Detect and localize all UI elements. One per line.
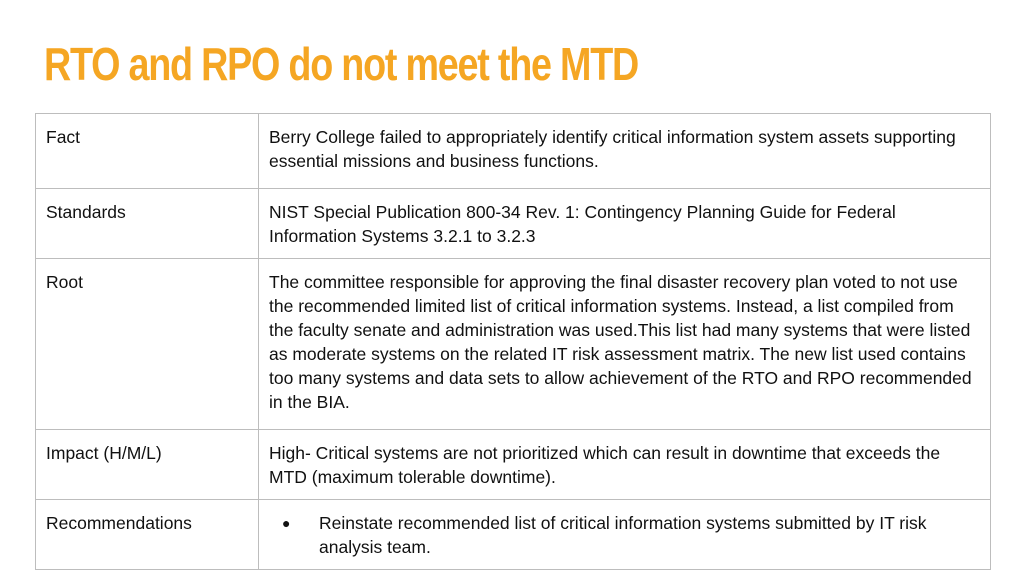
table-row — [36, 430, 991, 500]
row-content-fact: Berry College failed to appropriately identify critical information system assets supporting essential missions and business functions. — [259, 114, 991, 189]
table-row — [36, 189, 991, 259]
row-content-recommendations — [259, 500, 991, 570]
row-label-recommendations: Recommendations — [36, 500, 259, 570]
table-row — [36, 259, 991, 430]
table-row — [36, 500, 991, 570]
row-content-root: The committee responsible for approving the final disaster recovery plan voted to not use the recommended limited list of critical information systems. Instead, a list compiled from the faculty senate and administration was used.This list had many systems that were listed as moderate systems on the related IT risk assessment matrix. The new list used contains too many systems and data sets to allow achievement of the RTO and RPO recommended in the BIA. — [259, 259, 991, 430]
row-label-root: Root — [36, 259, 259, 430]
row-label-standards: Standards — [36, 189, 259, 259]
bullet-icon: ● — [282, 515, 291, 531]
slide-title: RTO and RPO do not meet the MTD — [44, 38, 639, 90]
recommendation-text: Reinstate recommended list of critical information systems submitted by IT risk analysis team. — [319, 513, 927, 557]
table-row — [36, 114, 991, 189]
list-item — [279, 511, 980, 559]
row-content-standards: NIST Special Publication 800-34 Rev. 1: Contingency Planning Guide for Federal Information Systems 3.2.1 to 3.2.3 — [259, 189, 991, 259]
row-content-impact: High- Critical systems are not prioritized which can result in downtime that exceeds the MTD (maximum tolerable downtime). — [259, 430, 991, 500]
recommendations-list — [269, 511, 980, 559]
row-label-impact: Impact (H/M/L) — [36, 430, 259, 500]
row-label-fact: Fact — [36, 114, 259, 189]
findings-table — [35, 113, 991, 570]
